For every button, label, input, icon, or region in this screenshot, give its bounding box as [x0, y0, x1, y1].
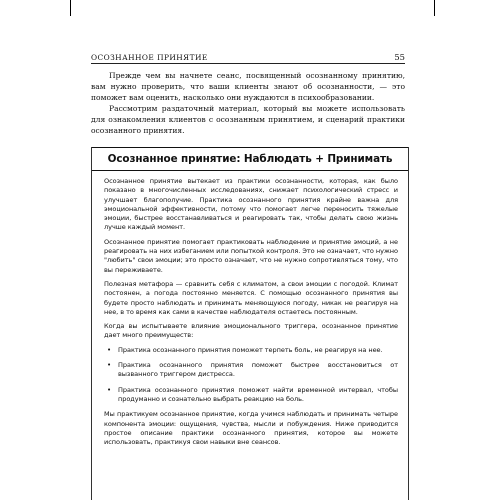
page-number: 55	[394, 52, 405, 62]
handout-paragraph: Когда вы испытываете влияние эмоционального триггера, осознанное принятие дает много преимуществ:	[104, 322, 398, 340]
intro-paragraph: Рассмотрим раздаточный материал, который вы можете использовать для ознакомления клиентов с осознанным принятием, и сценарий практики осознанного принятия.	[91, 104, 405, 136]
bullet-icon: •	[107, 385, 112, 394]
handout-paragraph: Полезная метафора — сравнить себя с климатом, а свои эмоции с погодой. Климат постоянен, а погода постоянно меняется. С помощью осознанного принятия вы будете просто наблюдать и принимать меняющуюся погоду, никак не реагируя на нее, в то время как сами в качестве наблюдателя остаетесь постоянным.	[104, 279, 398, 316]
handout-title: Осознанное принятие: Наблюдать + Принимать	[107, 153, 393, 165]
benefit-text: Практика осознанного принятия поможет найти временной интервал, чтобы продуманно и сознательно выбрать реакцию на боль.	[118, 385, 398, 403]
running-title: ОСОЗНАННОЕ ПРИНЯТИЕ	[91, 53, 208, 62]
benefit-item	[104, 361, 398, 380]
header-rule	[91, 63, 405, 64]
benefit-text: Практика осознанного принятия поможет быстрее восстановиться от вызванного триггером дистресса.	[118, 361, 398, 379]
handout-paragraph: Осознанное принятие вытекает из практики осознанности, которая, как было показано в многочисленных исследованиях, снижает психологический стресс и улучшает благополучие. Практика осознанного принятия крайне важна для эмоциональной эффективности, потому что помогает легче переносить тяжелые эмоции, быстрее восстанавливаться и реагировать так, чтобы делать свою жизнь лучше каждый момент.	[104, 177, 398, 232]
intro-text	[91, 70, 405, 137]
handout-paragraph: Мы практикуем осознанное принятие, когда учимся наблюдать и принимать четыре компонента эмоции: ощущения, чувства, мысли и побуждения. Ниже приводится простое описание практики осознанного принятия, которое вы можете использовать, практикуя свои навыки вне сеансов.	[104, 410, 398, 447]
bullet-icon: •	[107, 361, 112, 370]
handout-title-bar	[92, 147, 408, 171]
benefits-list	[104, 346, 398, 404]
intro-paragraph: Прежде чем вы начнете сеанс, посвященный осознанному принятию, вам нужно проверить, что ваши клиенты знают об осознанности, — это поможет вам оценить, насколько они нуждаются в психообразовании.	[91, 71, 405, 103]
crop-mark-left	[70, 0, 71, 16]
crop-mark-right	[434, 0, 435, 16]
handout-body	[104, 177, 398, 452]
handout-box	[91, 147, 409, 500]
page-header	[91, 48, 405, 62]
benefit-item	[104, 386, 398, 405]
bullet-icon: •	[107, 345, 112, 354]
benefit-text: Практика осознанного принятия поможет терпеть боль, не реагируя на нее.	[118, 345, 383, 354]
benefit-item	[104, 346, 398, 355]
handout-paragraph: Осознанное принятие помогает практиковать наблюдение и принятие эмоций, а не реагировать на них избеганием или попыткой контроля. Это не означает, что нужно "любить" свои эмоции; это просто означает, что не нужно сопротивляться тому, что вы переживаете.	[104, 237, 398, 274]
